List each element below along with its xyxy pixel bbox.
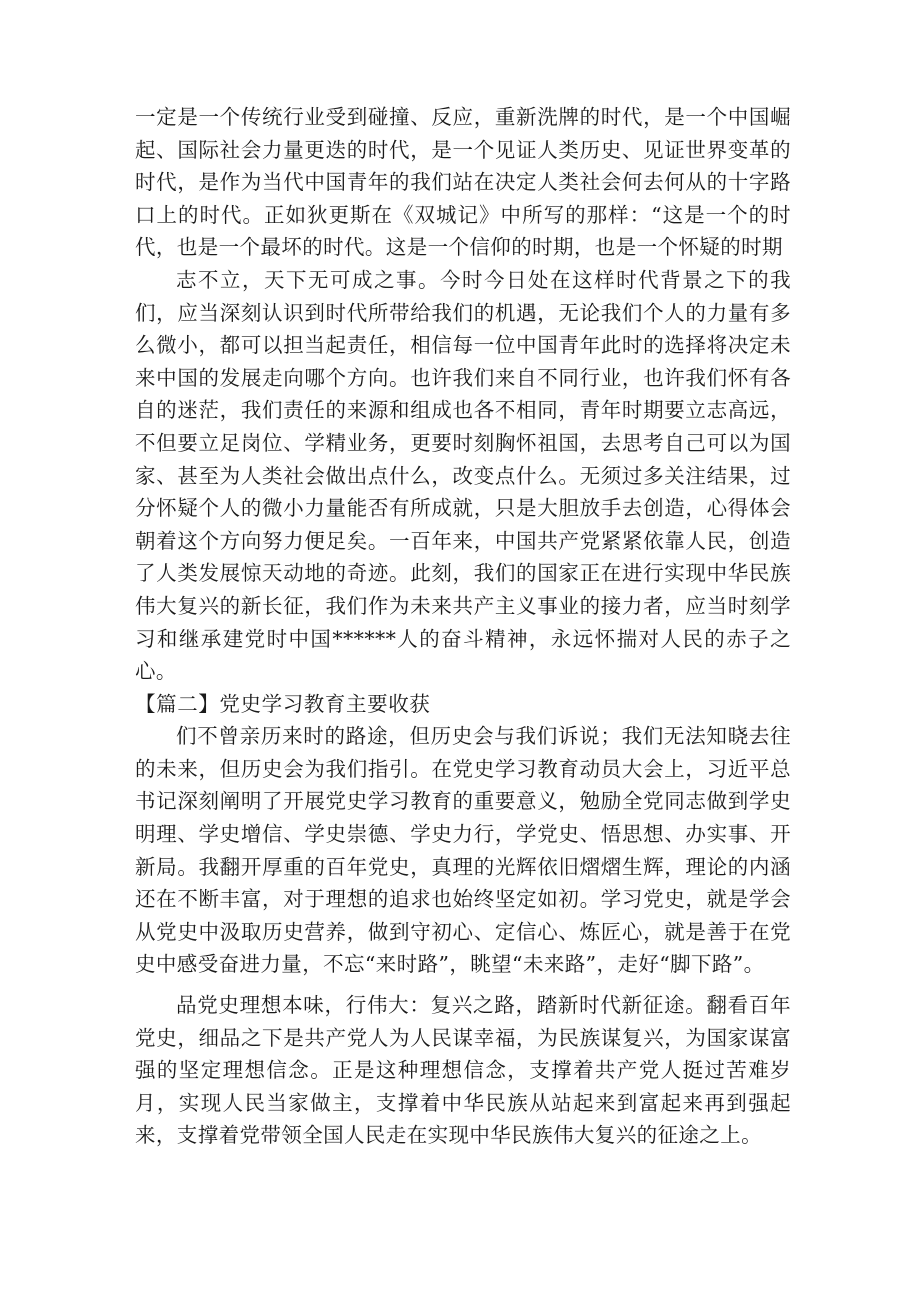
- paragraph-continuation: 一定是一个传统行业受到碰撞、反应，重新洗牌的时代，是一个中国崛起、国际社会力量更迭的时代，是一个见证人类历史、见证世界变革的时代，是作为当代中国青年的我们站在决定人类社会何去何从的十字路口上的时代。正如狄更斯在《双城记》中所写的那样：“这是一个的时代，也是一个最坏的时代。这是一个信仰的时期，也是一个怀疑的时期: [135, 105, 791, 260]
- section-heading: 【篇二】党史学习教育主要收获: [135, 691, 431, 716]
- paragraph-ambition: 志不立，天下无可成之事。今时今日处在这样时代背景之下的我们，应当深刻认识到时代所带给我们的机遇，无论我们个人的力量有多么微小，都可以担当起责任，相信每一位中国青年此时的选择将决定未来中国的发展走向哪个方向。也许我们来自不同行业，也许我们怀有各自的迷茫，我们责任的来源和组成也各不相同，青年时期要立志高远，不但要立足岗位、学精业务，更要时刻胸怀祖国，去思考自己可以为国家、甚至为人类社会做出点什么，改变点什么。无须过多关注结果，过分怀疑个人的微小力量能否有所成就，只是大胆放手去创造，心得体会朝着这个方向努力便足矣。一百年来，中国共产党紧紧依靠人民，创造了人类发展惊天动地的奇迹。此刻，我们的国家正在进行实现中华民族伟大复兴的新长征，我们作为未来共产主义事业的接力者，应当时刻学习和继承建党时中国******人的奋斗精神，永远怀揣对人民的赤子之心。: [135, 267, 791, 684]
- paragraph-history-guidance: 们不曾亲历来时的路途，但历史会与我们诉说；我们无法知晓去往的未来，但历史会为我们指引。在党史学习教育动员大会上，习近平总书记深刻阐明了开展党史学习教育的重要意义，勉励全党同志做到学史明理、学史增信、学史崇德、学史力行，学党史、悟思想、办实事、开新局。我翻开厚重的百年党史，真理的光辉依旧熠熠生辉，理论的内涵还在不断丰富，对于理想的追求也始终坚定如初。学习党史，就是学会从党史中汲取历史营养，做到守初心、定信心、炼匠心，就是善于在党史中感受奋进力量，不忘“来时路”，眺望“未来路”，走好“脚下路”。: [135, 724, 791, 977]
- paragraph-ideals: 品党史理想本味，行伟大：复兴之路，踏新时代新征途。翻看百年党史，细品之下是共产党人为人民谋幸福，为民族谋复兴，为国家谋富强的坚定理想信念。正是这种理想信念，支撑着共产党人挺过苦难岁月，实现人民当家做主，支撑着中华民族从站起来到富起来再到强起来，支撑着党带领全国人民走在实现中华民族伟大复兴的征途之上。: [135, 993, 791, 1148]
- document-body: [135, 101, 791, 1152]
